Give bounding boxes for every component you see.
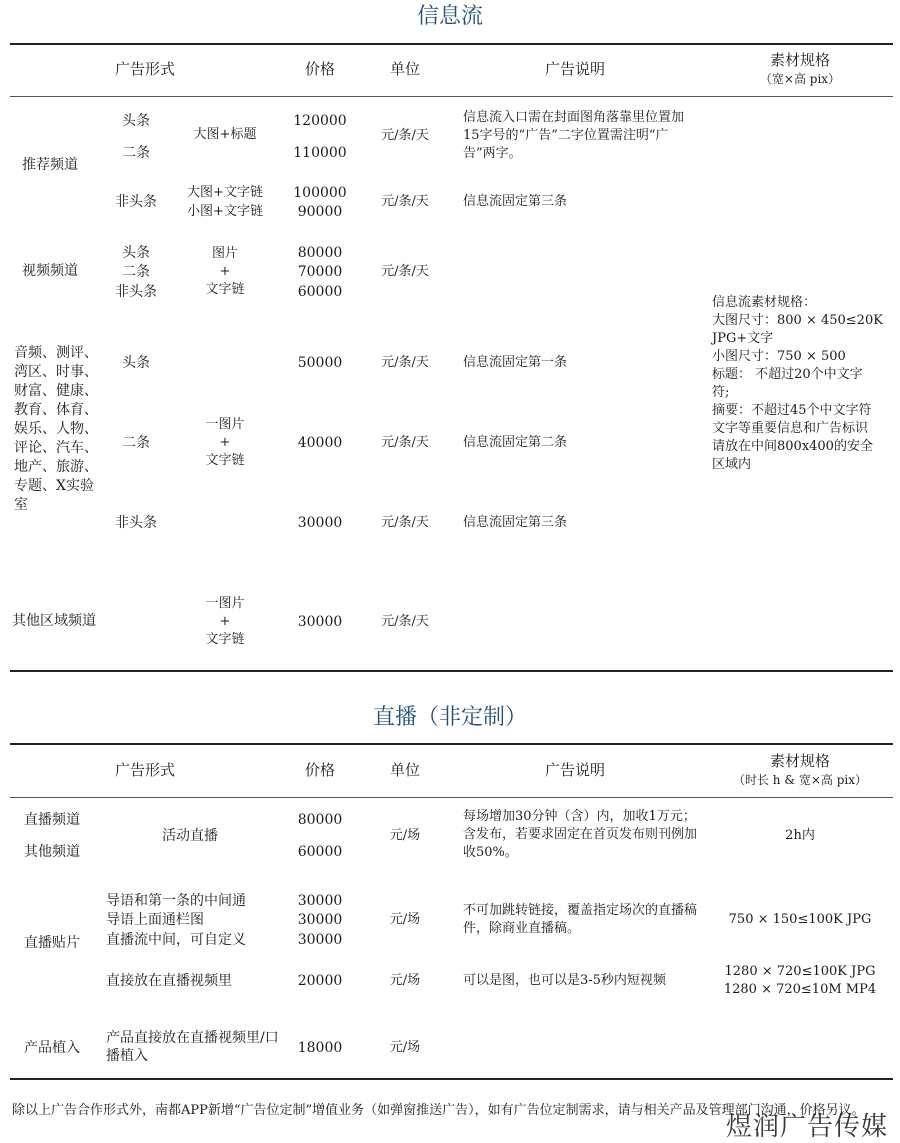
other-unit: 元/条/天: [381, 614, 429, 629]
rec-channel-label: 推荐频道: [22, 157, 78, 173]
multi-unit-nontop: 元/条/天: [381, 515, 429, 530]
feed-header-form: 广告形式: [114, 60, 175, 78]
video-price-top: 80000: [297, 245, 343, 261]
video-unit: 元/条/天: [381, 264, 429, 279]
other-form-plus: +: [219, 614, 231, 629]
spec-line-2: 大图尺寸：800 × 450≤20K: [712, 313, 883, 328]
video-second-label: 二条: [122, 264, 150, 280]
video-channel-label: 视频频道: [22, 263, 78, 279]
live-header-spec-sub: （时长 h & 宽×高 pix）: [732, 773, 867, 787]
live-sticker-desc-1: 不可加跳转链接，覆盖指定场次的直播稿件，除商业直播稿。: [463, 903, 698, 936]
multi-unit-top: 元/条/天: [381, 355, 429, 370]
video-price-second: 70000: [297, 264, 343, 280]
other-channel-label: 其他区域频道: [12, 613, 96, 629]
feed-header-unit: 单位: [389, 60, 420, 78]
rec-form-small-link: 小图+文字链: [187, 204, 263, 219]
live-sticker-price-3: 30000: [297, 932, 343, 948]
spec-line-9: 请放在中间800x400的安全: [712, 439, 873, 454]
multi-second-label: 二条: [122, 435, 150, 451]
spec-line-4: 小图尺寸：750 × 500: [712, 349, 846, 364]
rec-unit-1: 元/条/天: [381, 128, 429, 143]
rec-price-nontop-big: 100000: [293, 185, 347, 201]
live-sticker-price-4: 20000: [297, 973, 343, 989]
rec-desc-2: 信息流固定第三条: [463, 194, 568, 209]
feed-header-desc: 广告说明: [544, 60, 605, 78]
multi-nontop-label: 非头条: [115, 515, 157, 531]
multi-price-top: 50000: [297, 355, 343, 371]
rec-form-big-link: 大图+文字链: [187, 185, 263, 200]
multi-desc-nontop: 信息流固定第三条: [463, 515, 568, 530]
live-sticker-unit-1: 元/场: [389, 912, 421, 927]
live-product-unit: 元/场: [389, 1040, 421, 1055]
live-activity-desc: 每场增加30分钟（含）内，加收1万元；含发布，若要求固定在首页发布则刊例加收50%。: [463, 809, 698, 860]
rec-price-top: 120000: [293, 113, 347, 129]
live-sticker-spec-2: 1280 × 720≤100K JPG: [724, 964, 876, 979]
spec-line-6: 符;: [712, 385, 730, 400]
spec-line-3: JPG+文字: [712, 331, 774, 346]
live-sticker-spec-1: 750 × 150≤100K JPG: [728, 912, 872, 927]
live-sticker-form-4: 直接放在直播视频里: [106, 973, 232, 989]
live-product-label: 产品植入: [24, 1040, 80, 1056]
spec-line-5: 标题： 不超过20个中文字: [712, 367, 863, 382]
rec-form-big-title: 大图+标题: [193, 127, 257, 142]
live-activity-unit: 元/场: [389, 828, 421, 843]
live-header-rule: [10, 797, 893, 798]
video-price-nontop: 60000: [297, 284, 343, 300]
rec-unit-2: 元/条/天: [381, 194, 429, 209]
spec-line-10: 区域内: [712, 457, 752, 472]
live-header-form: 广告形式: [114, 761, 175, 779]
rec-second-label: 二条: [122, 145, 150, 161]
live-header-unit: 单位: [389, 761, 420, 779]
other-form-link: 文字链: [205, 632, 245, 647]
live-header-desc: 广告说明: [544, 761, 605, 779]
live-sticker-price-1: 30000: [297, 893, 343, 909]
multi-form-image: 一图片: [205, 417, 245, 432]
live-sticker-form-1: 导语和第一条的中间通: [106, 893, 246, 909]
footer-note: 除以上广告合作形式外，南都APP新增“广告位定制”增值业务（如弹窗推送广告），如有广告位定制需求，请与相关产品及管理部门沟通，价格另议。: [12, 1103, 865, 1118]
rec-price-second: 110000: [293, 145, 347, 161]
live-sticker-desc-2: 可以是图，也可以是3-5秒内短视频: [463, 973, 666, 988]
live-channel-label: 直播频道: [24, 812, 80, 828]
multi-desc-top: 信息流固定第一条: [463, 355, 568, 370]
feed-header-spec-sub: （宽×高 pix）: [759, 72, 841, 86]
live-activity-price-1: 80000: [297, 812, 343, 828]
video-top-label: 头条: [122, 245, 150, 261]
rec-top-label: 头条: [122, 113, 150, 129]
multi-channel-label: 音频、测评、湾区、时事、财富、健康、教育、体育、娱乐、人物、评论、汽车、地产、旅游、专题、X实验室: [14, 345, 98, 513]
live-top-rule: [10, 743, 893, 745]
live-sticker-form-3: 直播流中间，可自定义: [106, 932, 246, 948]
other-price: 30000: [297, 614, 343, 630]
rec-nontop-label: 非头条: [115, 194, 157, 210]
watermark: 煜润广告传媒: [726, 1112, 889, 1142]
multi-desc-second: 信息流固定第二条: [463, 435, 568, 450]
live-activity-form: 活动直播: [162, 828, 218, 844]
multi-unit-second: 元/条/天: [381, 435, 429, 450]
video-form-image: 图片: [211, 246, 238, 261]
live-header-spec: 素材规格: [769, 752, 830, 770]
feed-header-price: 价格: [304, 60, 335, 78]
video-form-plus: +: [219, 264, 231, 279]
multi-form-plus: +: [219, 435, 231, 450]
feed-section-title: 信息流: [416, 4, 483, 29]
live-product-price: 18000: [297, 1040, 343, 1056]
live-section-title: 直播（非定制）: [372, 705, 527, 730]
feed-header-rule: [10, 96, 893, 97]
feed-top-rule: [10, 43, 893, 45]
live-product-form: 产品直接放在直播视频里/口播植入: [106, 1030, 279, 1064]
live-sticker-price-2: 30000: [297, 912, 343, 928]
multi-form-link: 文字链: [205, 453, 245, 468]
spec-line-1: 信息流素材规格：: [712, 295, 817, 310]
live-activity-spec: 2h内: [785, 828, 815, 843]
live-other-channel-label: 其他频道: [24, 844, 80, 860]
multi-price-nontop: 30000: [297, 515, 343, 531]
video-nontop-label: 非头条: [115, 284, 157, 300]
rec-price-nontop-small: 90000: [297, 204, 343, 220]
live-header-price: 价格: [304, 761, 335, 779]
live-activity-price-2: 60000: [297, 844, 343, 860]
spec-line-7: 摘要：不超过45个中文字符: [712, 403, 872, 418]
multi-price-second: 40000: [297, 435, 343, 451]
feed-header-spec: 素材规格: [769, 51, 830, 69]
live-sticker-spec-3: 1280 × 720≤10M MP4: [723, 982, 877, 997]
spec-line-8: 文字等重要信息和广告标识: [712, 421, 869, 436]
multi-top-label: 头条: [122, 355, 150, 371]
other-form-image: 一图片: [205, 596, 245, 611]
rec-desc-1: 信息流入口需在封面图角落靠里位置加15字号的“广告”二字位置需注明“广告”两字。: [463, 110, 685, 161]
live-sticker-label: 直播贴片: [24, 935, 80, 951]
live-sticker-unit-2: 元/场: [389, 973, 421, 988]
feed-bottom-rule: [10, 670, 893, 672]
live-sticker-form-2: 导语上面通栏图: [106, 912, 204, 928]
video-form-link: 文字链: [205, 282, 245, 297]
live-bottom-rule: [10, 1078, 893, 1080]
